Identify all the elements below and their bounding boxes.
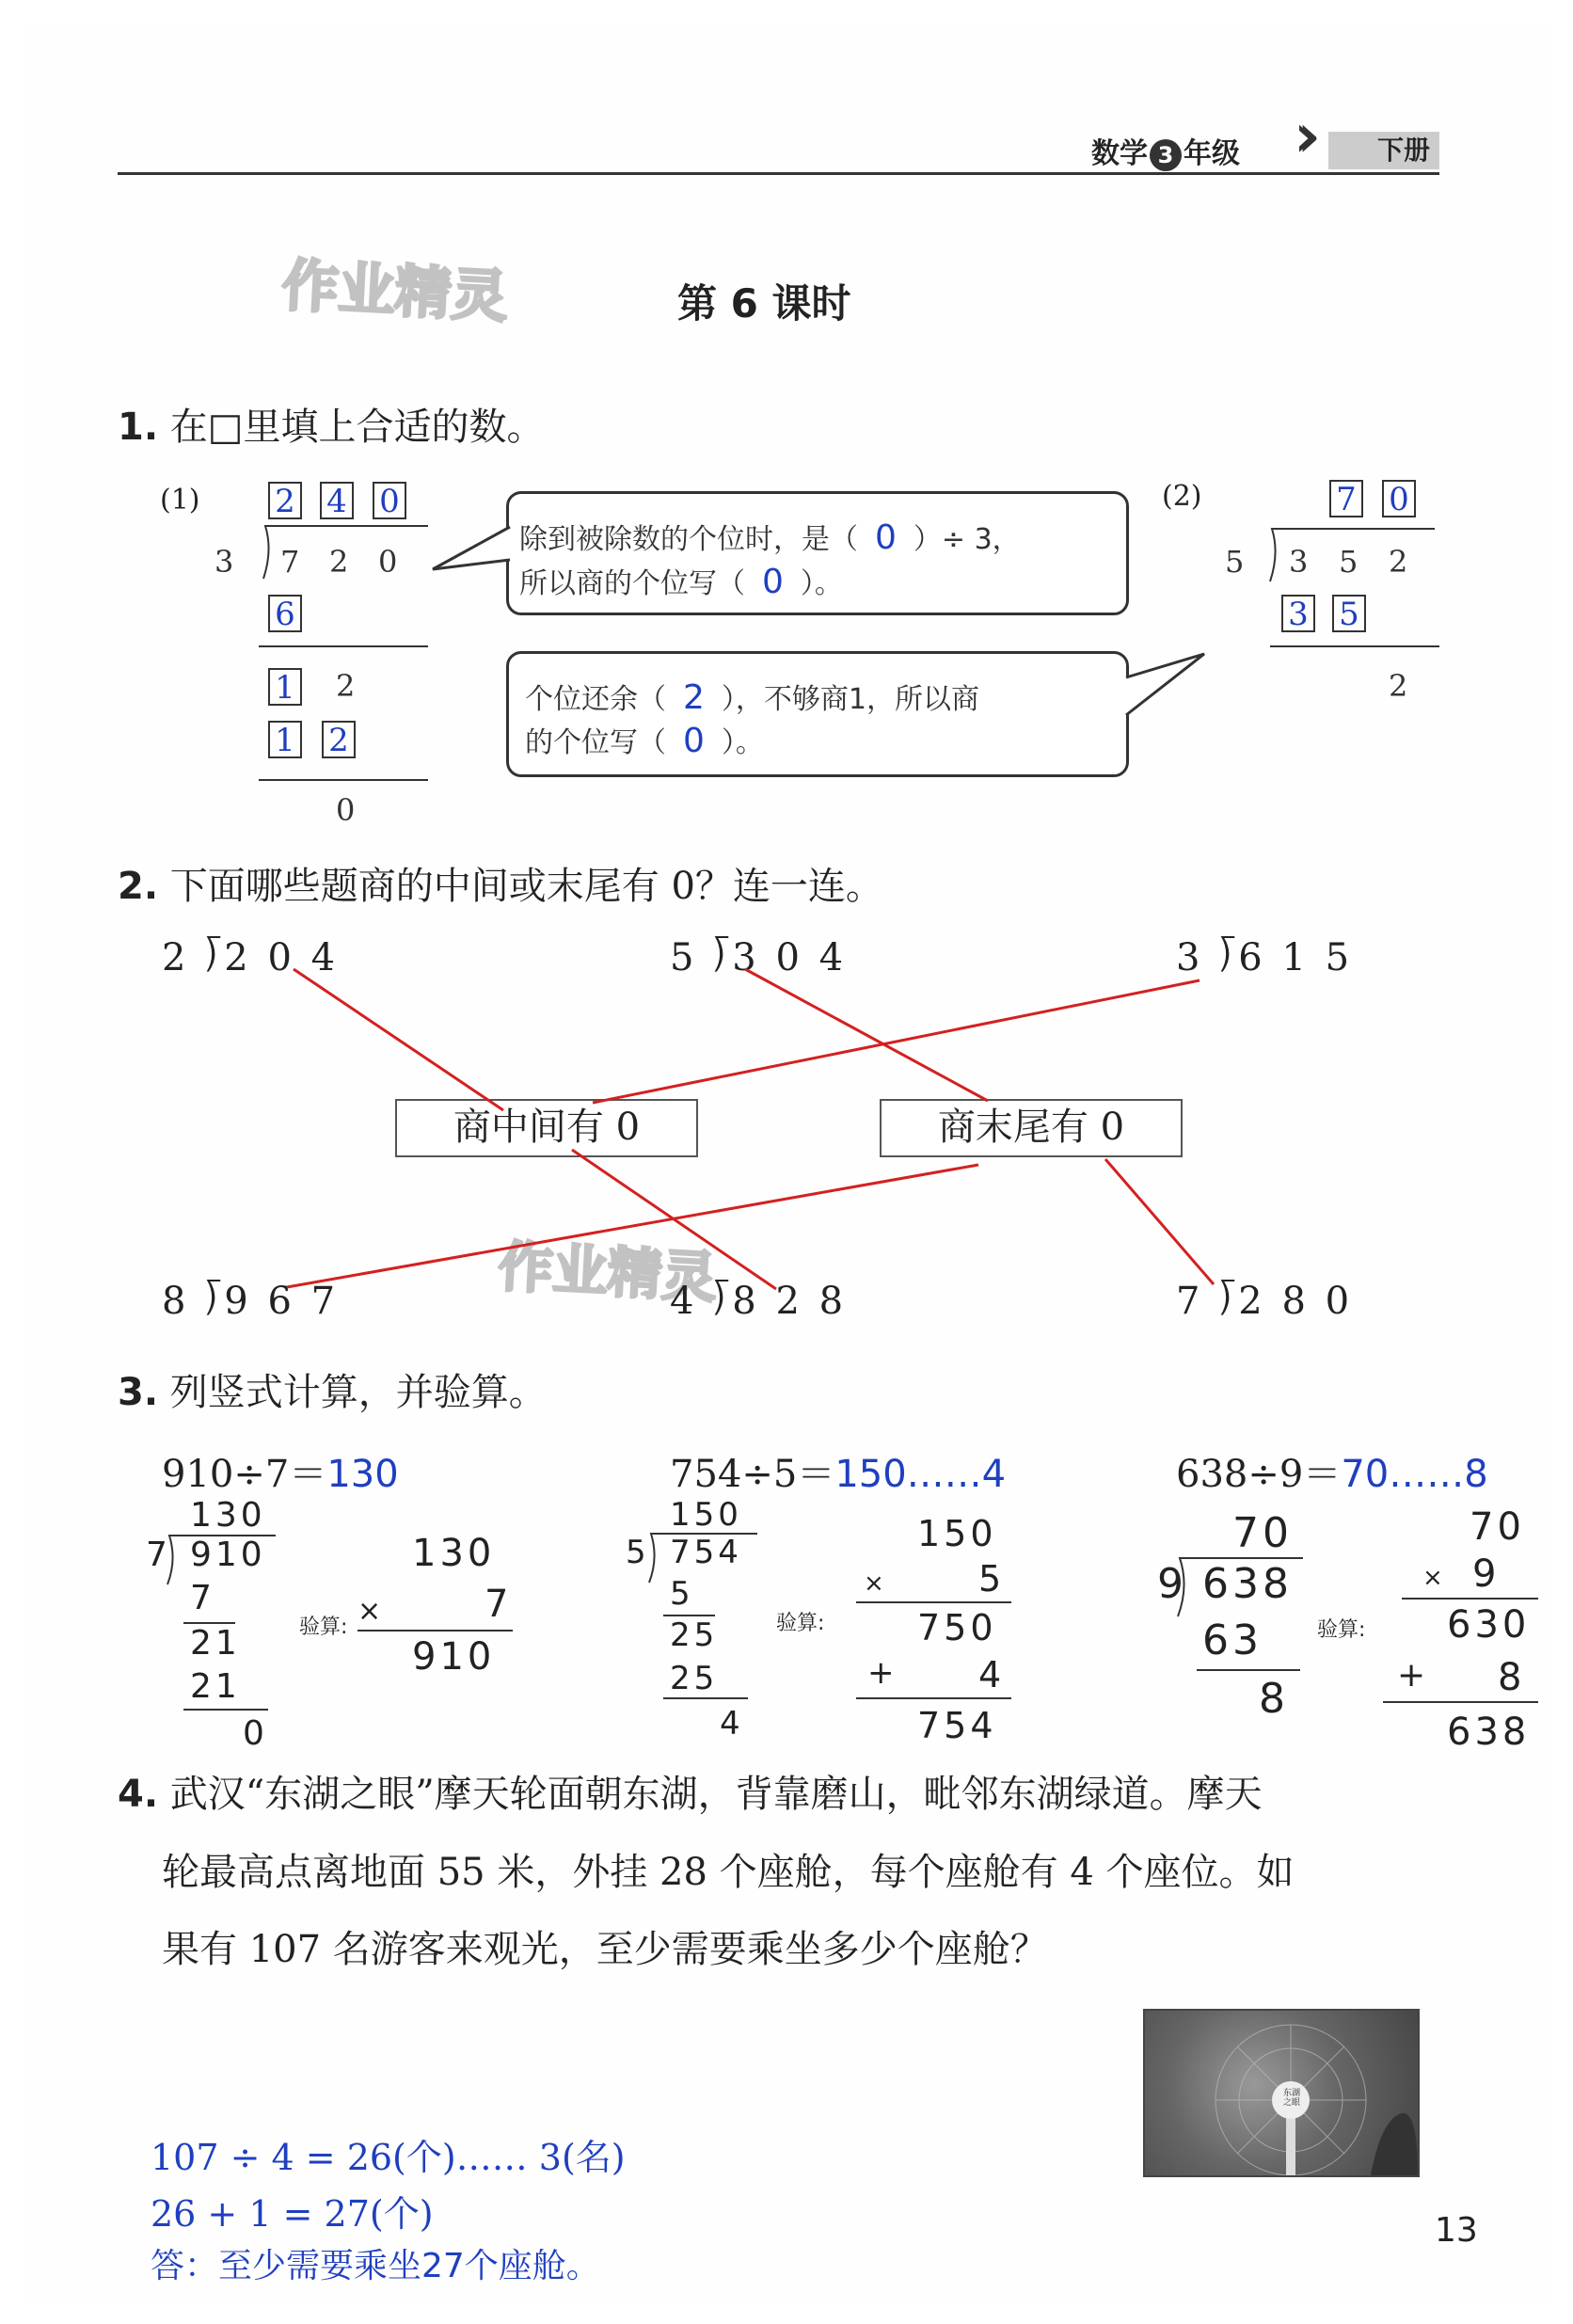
work-area-1: 130 7 910 7 21 21 0 验算: 130 × 7 910 <box>132 1496 517 1769</box>
watermark-2: 作业精灵 <box>497 1234 719 1311</box>
step-box[interactable]: 1 <box>268 721 302 758</box>
grade-suffix: 年级 <box>1184 137 1240 170</box>
step-box[interactable]: 5 <box>1332 595 1366 632</box>
question-2 <box>118 856 883 910</box>
divisor: 5 <box>1225 544 1245 580</box>
question-number: 1. <box>118 406 159 449</box>
final-remainder: 2 <box>1389 668 1408 704</box>
dividend-digit: 5 <box>1339 544 1358 580</box>
chevron-icon: ›› <box>1294 102 1301 171</box>
answer[interactable]: 130 <box>326 1453 399 1496</box>
quotient-box[interactable]: 4 <box>320 482 354 519</box>
division-item[interactable]: 4 ⟌8 2 8 <box>670 1280 848 1323</box>
answer-line-3[interactable]: 答：至少需要乘坐27个座舱。 <box>151 2247 600 2285</box>
bubble-tail <box>428 522 513 579</box>
quotient-box[interactable]: 7 <box>1329 480 1363 517</box>
quotient-box[interactable]: 2 <box>268 482 302 519</box>
question-4 <box>118 1764 1263 1818</box>
dividend-digit: 2 <box>1389 544 1408 580</box>
bubble-2-line-2: 的个位写（ 0 ）。 <box>525 722 764 760</box>
category-box-middle-zero[interactable]: 商中间有 0 <box>395 1099 698 1157</box>
question-text-line-2: 轮最高点离地面 55 米，外挂 28 个座舱，每个座舱有 4 个座位。如 <box>162 1851 1295 1894</box>
division-line <box>259 645 428 647</box>
step-box[interactable]: 2 <box>322 721 356 758</box>
step-box[interactable]: 3 <box>1281 595 1315 632</box>
bubble-2-line-1: 个位还余（ 2 ），不够商1，所以商 <box>525 678 979 717</box>
dividend-digit: 7 <box>280 544 300 580</box>
step-box[interactable]: 6 <box>268 595 302 632</box>
watermark: 作业精灵 <box>280 252 510 331</box>
work-area-2: 150 5 754 5 25 25 4 验算: 150 × 5 750 + 4 754 <box>621 1496 1007 1769</box>
question-text: 在□里填上合适的数。 <box>169 406 545 449</box>
dividend-digit: 0 <box>378 544 398 580</box>
expression-1: 910÷7＝130 <box>162 1453 399 1496</box>
answer-blank[interactable]: 0 <box>683 722 705 760</box>
subject-prefix: 数学 <box>1091 137 1148 170</box>
question-number: 2. <box>118 865 159 908</box>
answer-line-1[interactable]: 107 ÷ 4 = 26(个)…… 3(名) <box>151 2137 626 2178</box>
question-number: 4. <box>118 1773 159 1816</box>
dividend-digit: 2 <box>329 544 349 580</box>
question-number: 3. <box>118 1371 159 1414</box>
question-text-line-3: 果有 107 名游客来观光，至少需要乘坐多少个座舱？ <box>162 1928 1048 1971</box>
answer[interactable]: 70……8 <box>1341 1453 1488 1496</box>
division-line <box>259 779 428 781</box>
volume-label: 下册 <box>1328 132 1439 169</box>
ferris-wheel-photo <box>1143 2009 1420 2177</box>
remainder-digit: 2 <box>336 668 356 704</box>
check-label: 验算: <box>299 1616 348 1639</box>
division-item[interactable]: 2 ⟌2 0 4 <box>162 936 340 979</box>
answer[interactable]: 150……4 <box>834 1453 1007 1496</box>
grade-badge: 3 <box>1150 139 1182 171</box>
bubble-1-line-1: 除到被除数的个位时，是（ 0 ）÷ 3， <box>519 518 1021 557</box>
photo-caption: 东湖之眼 <box>1282 2089 1300 2108</box>
bubble-tail <box>1124 649 1209 734</box>
quotient-box[interactable]: 0 <box>1382 480 1416 517</box>
page-number: 13 <box>1435 2211 1478 2250</box>
sub-label-1: (1) <box>160 484 200 517</box>
divisor: 3 <box>214 544 234 580</box>
question-text: 列竖式计算，并验算。 <box>169 1371 547 1414</box>
answer-blank[interactable]: 2 <box>683 678 705 717</box>
question-text-line-1: 武汉“东湖之眼”摩天轮面朝东湖，背靠磨山，毗邻东湖绿道。摩天 <box>169 1773 1263 1816</box>
answer-line-2[interactable]: 26 + 1 = 27(个) <box>151 2193 434 2235</box>
answer-blank[interactable]: 0 <box>762 563 784 601</box>
division-item[interactable]: 5 ⟌3 0 4 <box>670 936 848 979</box>
bubble-1-line-2: 所以商的个位写（ 0 ）。 <box>519 563 843 601</box>
question-1 <box>118 397 545 451</box>
page-title: 第 6 课时 <box>677 280 851 326</box>
step-box[interactable]: 1 <box>268 668 302 706</box>
division-item[interactable]: 3 ⟌6 1 5 <box>1176 936 1354 979</box>
final-remainder: 0 <box>336 792 356 828</box>
division-line <box>1270 645 1439 647</box>
header-subject <box>1091 130 1240 171</box>
check-label: 验算: <box>1317 1618 1366 1642</box>
check-label: 验算: <box>776 1612 825 1635</box>
division-item[interactable]: 8 ⟌9 6 7 <box>162 1280 340 1323</box>
header-rule <box>118 172 1439 175</box>
expression-3: 638÷9＝70……8 <box>1176 1453 1488 1496</box>
question-3 <box>118 1362 547 1416</box>
answer-blank[interactable]: 0 <box>875 518 897 557</box>
division-item[interactable]: 7 ⟌2 8 0 <box>1176 1280 1354 1323</box>
work-area-3: 70 9 638 63 8 验算: 70 × 9 630 + 8 638 <box>1148 1496 1543 1769</box>
category-box-end-zero[interactable]: 商末尾有 0 <box>880 1099 1183 1157</box>
quotient-box[interactable]: 0 <box>373 482 406 519</box>
expression-2: 754÷5＝150……4 <box>670 1453 1007 1496</box>
dividend-digit: 3 <box>1289 544 1309 580</box>
sub-label-2: (2) <box>1162 480 1202 513</box>
question-text: 下面哪些题商的中间或末尾有 0？连一连。 <box>169 865 883 908</box>
